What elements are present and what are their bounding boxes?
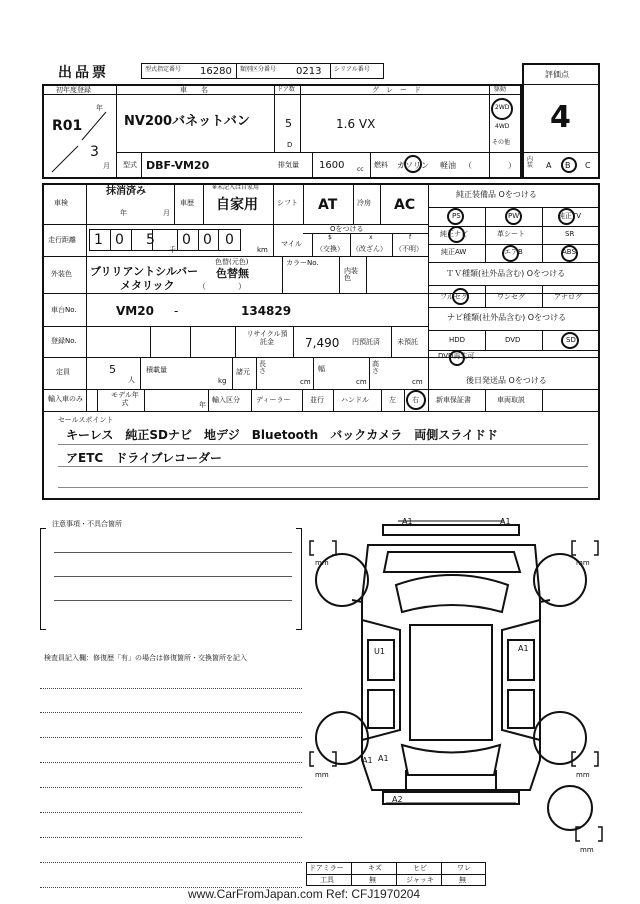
mileage-unit: km: [257, 246, 268, 254]
sales-label: セールスポイント: [58, 416, 114, 424]
not-deposited: 未預託: [397, 338, 418, 346]
tire-mm-fr: mm: [576, 559, 590, 567]
chassis-prefix: VM20: [116, 304, 154, 318]
tire-mm-fl: mm: [315, 559, 329, 567]
inspector-label: 検査員記入欄：修復歴「有」の場合は修復箇所・交換箇所を記入: [44, 654, 247, 662]
later-title: 後日発送品 Oをつける: [466, 376, 547, 385]
mileage-digit-6: 0: [225, 232, 234, 248]
equip-ps: PS: [452, 212, 461, 220]
exchange-mark: $: [328, 234, 332, 241]
equip-aw: 純正AW: [441, 248, 467, 256]
category-label: 類別区分番号: [240, 66, 277, 73]
repaint-paren: （ ）: [198, 282, 246, 291]
mileage-label: 走行距離: [48, 236, 76, 244]
shift-value: AT: [318, 197, 338, 213]
drive-label: 駆動: [494, 86, 507, 93]
damage-mark-left-door: U1: [374, 647, 385, 656]
fuel-paren-right: ）: [508, 161, 516, 170]
color-value-2: メタリック: [120, 279, 175, 292]
cc-unit: cc: [357, 166, 364, 173]
tire-mm-rr: mm: [576, 771, 590, 779]
doors-sub: D: [287, 141, 293, 149]
tamper-mark: x: [369, 234, 373, 241]
navi-hdd: HDD: [449, 336, 466, 344]
dims-height-cm: cm: [412, 378, 423, 386]
serial-label: シリアル番号: [334, 66, 370, 73]
fuel-paren-left: （: [464, 161, 472, 170]
chassis-label: 車台No.: [51, 306, 77, 314]
reg-era: R01: [52, 118, 83, 134]
mileage-thousand: 千: [169, 246, 176, 254]
history-note: ※未記入は自家用: [212, 184, 260, 191]
damage-mark-rear-left-2: A1: [378, 754, 389, 763]
equip-leather: 革シート: [497, 230, 525, 238]
page-title: 出品票: [58, 65, 109, 81]
mileage-digit-4: 0: [182, 232, 191, 248]
equip-abs: ABS: [562, 248, 576, 256]
legend-scratch: キズ: [368, 864, 382, 872]
tv-fullseg: フルセグ: [440, 293, 468, 301]
grade-value: 1.6 VX: [336, 117, 376, 131]
import-parallel: 並行: [310, 396, 324, 404]
tv-oneseg: ワンセグ: [497, 293, 525, 301]
equip-airbag: エアB: [504, 248, 523, 256]
handle-label: ハンドル: [341, 396, 369, 404]
rating-value: 4: [550, 100, 571, 135]
capacity-value: 5: [109, 363, 116, 376]
interior-color-label: 内装色: [344, 267, 358, 282]
model-cert-no: 16280: [200, 66, 232, 77]
damage-mark-right-door: A1: [518, 644, 529, 653]
reg-year-unit: 年: [96, 104, 103, 112]
later-manual: 車両取説: [497, 396, 525, 404]
navi-dvd: DVD: [505, 336, 521, 344]
dims-length-cm: cm: [300, 378, 311, 386]
inspection-month-unit: 月: [163, 209, 170, 217]
inspection-label: 車検: [54, 199, 68, 207]
displacement-label: 排気量: [278, 161, 299, 169]
dims-height: 高さ: [372, 360, 379, 375]
repaint-label: 色替(元色): [215, 258, 249, 266]
mileage-circle-label: Oをつける: [330, 225, 364, 233]
handle-right: 右: [412, 396, 419, 404]
rating-label: 評価点: [545, 70, 569, 79]
color-value-1: ブリリアントシルバー: [90, 265, 199, 278]
displacement-value: 1600: [319, 160, 345, 171]
interior-c: C: [585, 161, 591, 170]
caution-label: 注意事項・不具合箇所: [52, 520, 122, 528]
recycle-label: リサイクル預託金: [246, 330, 288, 347]
doors-value: 5: [285, 117, 292, 130]
history-label: 車歴: [180, 199, 194, 207]
dims-length: 長さ: [259, 360, 266, 375]
import-dealer: ディーラー: [256, 396, 291, 404]
capacity-unit: 人: [128, 376, 135, 384]
legend-jack-value: 無: [459, 876, 466, 884]
legend-mirror: ドアミラー: [309, 864, 344, 872]
damage-mark-rear: A2: [392, 795, 403, 804]
chassis-dash: -: [174, 304, 179, 318]
load-kg: kg: [218, 377, 227, 385]
interior-b: B: [565, 161, 571, 170]
mileage-digit-1: 1: [94, 232, 103, 248]
sales-line-2: アETC ドライブレコーダー: [66, 451, 222, 465]
sales-line-1: キーレス 純正SDナビ 地デジ Bluetooth バックカメラ 両側スライドド: [66, 428, 498, 442]
shift-label: シフト: [277, 199, 298, 207]
capacity-label: 定員: [56, 368, 70, 376]
equip-navi: 純正ナビ: [440, 230, 468, 238]
inspection-value: 抹消済み: [106, 186, 146, 197]
tire-mm-spare: mm: [580, 846, 594, 854]
dvd-play: DVD再生可: [438, 352, 475, 360]
unknown-label: （不明）: [395, 245, 423, 253]
reg-no-label: 登録No.: [51, 337, 77, 345]
legend-tools-value: 無: [369, 876, 376, 884]
recycle-unit: 円預託済: [352, 338, 380, 346]
navi-title: ナビ種類(社外品含む) Oをつける: [447, 313, 567, 322]
drive-4wd: 4WD: [495, 123, 510, 130]
damage-mark-front-left: A1: [402, 517, 413, 526]
model-year-label: モデル年式: [111, 391, 139, 408]
doors-label: ドア数: [277, 86, 295, 93]
grade-label: グ レ ー ド: [372, 86, 421, 94]
drive-other: その他: [492, 139, 511, 146]
chassis-number: 134829: [241, 304, 292, 318]
watermark: www.CarFromJapan.com Ref: CFJ1970204: [188, 887, 421, 901]
mileage-digit-2: 0: [115, 232, 124, 248]
ac-value: AC: [394, 197, 416, 213]
color-label: 外装色: [51, 270, 72, 278]
equip-pw: PW: [508, 212, 520, 220]
dims-width: 幅: [318, 365, 325, 373]
equip-title: 純正装備品 Oをつける: [456, 190, 537, 199]
fuel-gasoline: ガソリン: [397, 161, 429, 170]
inspection-year-unit: 年: [120, 209, 127, 217]
fuel-light-oil: 軽油: [440, 161, 456, 170]
tv-analog: アナログ: [554, 293, 582, 301]
dims-width-cm: cm: [356, 378, 367, 386]
car-name-label: 車 名: [180, 86, 208, 94]
ac-label: 冷房: [357, 199, 371, 207]
dims-label: 諸元: [236, 368, 250, 376]
tire-mm-rl: mm: [315, 771, 329, 779]
import-category-label: 輸入区分: [212, 396, 240, 404]
car-name: NV200バネットバン: [124, 114, 250, 129]
mileage-mile: マイル: [281, 240, 302, 248]
interior-a: A: [546, 161, 552, 170]
handle-left: 左: [389, 396, 396, 404]
reg-month-unit: 月: [103, 162, 110, 170]
tamper-label: （改ざん）: [352, 245, 387, 253]
equip-tv: 純正TV: [558, 212, 582, 220]
equip-sr: SR: [565, 230, 575, 238]
model-label: 型式: [123, 161, 137, 169]
model-value: DBF-VM20: [146, 159, 210, 172]
history-value: 自家用: [216, 197, 258, 213]
category-no: 0213: [296, 66, 322, 77]
recycle-value: 7,490: [305, 336, 340, 350]
tv-title: ＴＶ種類(社外品含む) Oをつける: [446, 269, 566, 278]
reg-month: 3: [90, 144, 99, 160]
legend-jack: ジャッキ: [406, 876, 434, 884]
legend-crack: ヒビ: [413, 864, 427, 872]
damage-mark-front-right: A1: [500, 517, 511, 526]
mileage-digit-3: 5: [146, 232, 155, 248]
repaint-value: 色替無: [216, 267, 249, 280]
unknown-mark: f: [409, 234, 412, 241]
import-year-unit: 年: [199, 401, 206, 409]
fuel-label: 燃料: [374, 161, 388, 169]
color-no-label: カラーNo.: [286, 259, 319, 267]
model-cert-label: 型式指定番号: [145, 66, 182, 73]
interior-label: 内装: [527, 156, 534, 169]
damage-mark-rear-left-1: A1: [362, 756, 373, 765]
mileage-digit-5: 0: [203, 232, 212, 248]
load-label: 積載量: [146, 366, 167, 374]
exchange-label: （交換）: [316, 245, 344, 253]
later-warranty: 新車保証書: [436, 396, 471, 404]
legend-break: ワレ: [457, 864, 471, 872]
import-label: 輸入車のみ: [48, 395, 83, 403]
legend-tools: 工具: [320, 876, 334, 884]
navi-sd: SD: [566, 336, 576, 344]
first-reg-label: 初年度登録: [56, 86, 91, 94]
drive-2wd: 2WD: [495, 104, 510, 111]
